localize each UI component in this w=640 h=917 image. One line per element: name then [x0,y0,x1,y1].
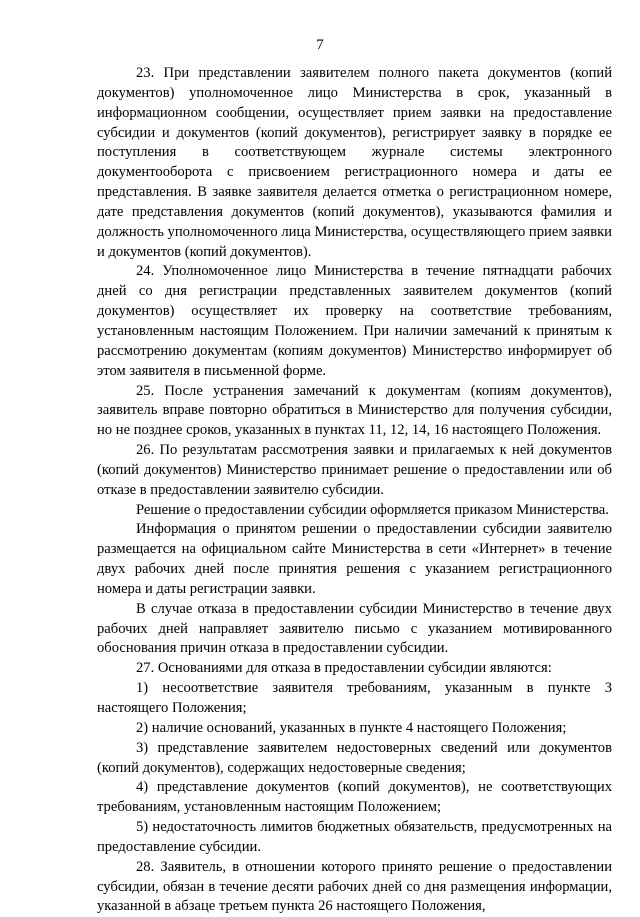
paragraph-28: 28. Заявитель, в отношении которого принято решение о предоставлении субсидии, обязан в течение десяти рабочих дней со дня размещения информации, указанной в абзаце третьем пункта 26 настоящего Положения, [97,858,612,915]
list-item-2: 2) наличие оснований, указанных в пункте 4 настоящего Положения; [136,719,567,736]
paragraph-25: 25. После устранения замечаний к документам (копиям документов), заявитель вправе повторно обратиться в Министерство для получения субсидии, но не позднее сроков, указанных в пунктах 11, 12, 14, 16 настоящего Положения. [97,382,612,439]
paragraph-24: 24. Уполномоченное лицо Министерства в течение пятнадцати рабочих дней со дня регистрации представленных заявителем документов (копий документов) осуществляет их проверку на соответствие требованиям, установленным настоящим Положением. При наличии замечаний к принятым к рассмотрению документам (копиям документов) Министерство информирует об этом заявителя в письменной форме. [97,263,612,379]
list-item-3: 3) представление заявителем недостоверных сведений или документов (копий документов), содержащих недостоверные сведения; [97,739,612,776]
paragraph-26-decision: Решение о предоставлении субсидии оформляется приказом Министерства. [136,501,609,518]
paragraph-26: 26. По результатам рассмотрения заявки и прилагаемых к ней документов (копий документов) Министерство принимает решение о предоставлении или об отказе в предоставлении заявителю субсидии. [97,442,612,498]
paragraph-23: 23. При представлении заявителем полного пакета документов (копий документов) уполномоченное лицо Министерства в срок, указанный в информационном сообщении, осуществляет прием заявки на предоставление субсидии и документов (копий документов), регистрирует заявку в порядке ее поступления в соответствующем журнале системы электронного документооборота с присвоением регистрационного номера и даты ее представления. В заявке заявителя делается отметка о регистрационном номере, дате представления документов (копий документов), указываются фамилия и должность уполномоченного лица Министерства, осуществляющего прием заявки и документов (копий документов). [97,65,612,260]
paragraph-26-refusal: В случае отказа в предоставлении субсидии Министерство в течение двух рабочих дней направляет заявителю письмо с указанием мотивированного обоснования причин отказа в предоставлении субсидии. [97,600,612,657]
list-item-4: 4) представление документов (копий документов), не соответствующих требованиям, установленным настоящим Положением; [97,779,612,816]
paragraph-26-information: Информация о принятом решении о предоставлении субсидии заявителю размещается на официальном сайте Министерства в сети «Интернет» в течение двух рабочих дней после принятия решения с указанием регистрационного номера и даты регистрации заявки. [97,521,612,597]
page-number: 7 [316,37,324,53]
paragraph-27: 27. Основаниями для отказа в предоставлении субсидии являются: [136,660,552,677]
list-item-1: 1) несоответствие заявителя требованиям, указанным в пункте 3 настоящего Положения; [97,680,612,716]
list-item-5: 5) недостаточность лимитов бюджетных обязательств, предусмотренных на предоставление субсидии. [97,819,612,855]
document-body [97,64,612,917]
